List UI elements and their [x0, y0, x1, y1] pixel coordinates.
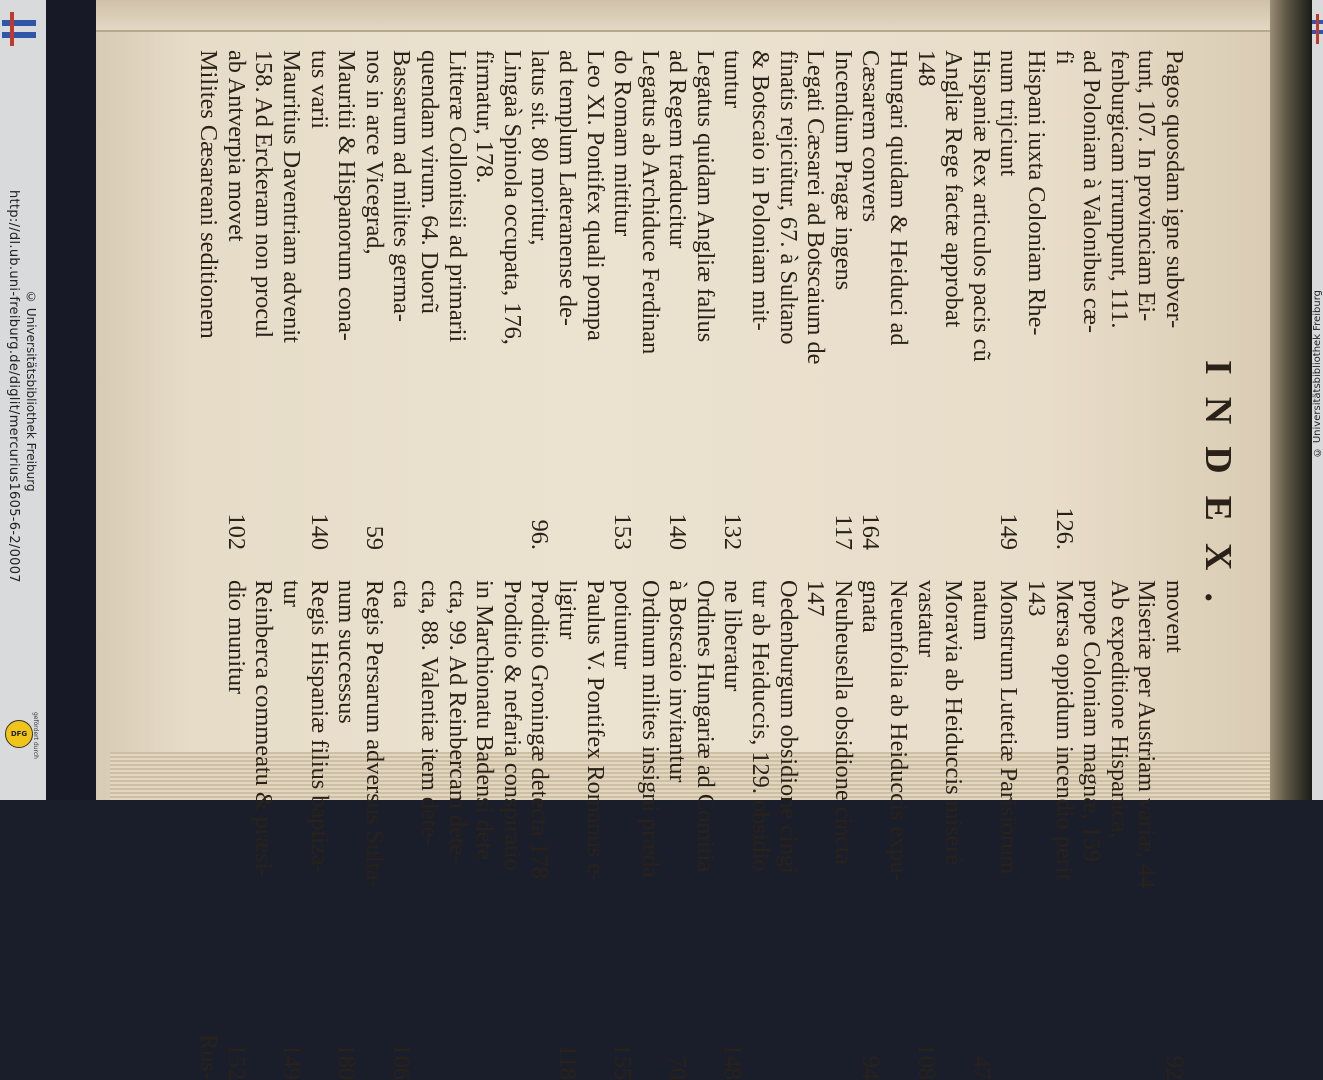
index-entry: [443, 50, 471, 550]
entry-text: & Botscaio in Poloniam mit-: [747, 50, 775, 331]
index-entry: [884, 50, 912, 550]
index-entry: [884, 580, 912, 1080]
entry-text: vastatur: [912, 580, 940, 657]
entry-text: Ordinum milites insigni præda: [636, 580, 664, 878]
index-entry: [1078, 50, 1106, 550]
entry-text: 158. Ad Erckeram non procul: [250, 50, 278, 339]
entry-text: potiuntur: [609, 580, 637, 670]
entry-page-number: [636, 510, 664, 550]
entry-text: Oedenburgum obsidione cingi: [774, 580, 802, 874]
index-entry: [719, 50, 747, 550]
index-entry: [415, 50, 443, 550]
entry-page-number: [1078, 1040, 1106, 1080]
entry-text: Hungari quidam & Heiduci ad: [885, 50, 913, 346]
entry-page-number: [333, 510, 361, 550]
entry-text: Miseriæ per Austriam variæ, 44: [1133, 580, 1161, 889]
index-entry: [664, 580, 692, 1080]
index-entry: [305, 50, 333, 550]
entry-page-number: [967, 510, 995, 550]
index-entry: [636, 50, 664, 550]
entry-page-number: [1105, 1040, 1133, 1080]
entry-text: fenburgicam irrumpunt, 111.: [1105, 50, 1133, 329]
entry-text: ne liberatur: [719, 580, 747, 692]
index-entry: [333, 50, 361, 550]
entry-page-number: [443, 1040, 471, 1080]
index-entry: [967, 580, 995, 1080]
index-entry: [636, 580, 664, 1080]
entry-page-number: [940, 1040, 968, 1080]
index-entry: [250, 50, 278, 550]
entry-page-number: [940, 510, 968, 550]
entry-page-number: 96.: [526, 519, 554, 550]
index-entry: [1022, 50, 1050, 550]
entry-text: Cæsarem convers: [857, 50, 885, 223]
entry-text: Angliæ Rege factæ approbat: [940, 50, 968, 328]
entry-page-number: [1160, 510, 1188, 550]
entry-page-number: 140: [305, 513, 333, 550]
entry-page-number: 106: [388, 1043, 416, 1080]
entry-page-number: [691, 510, 719, 550]
entry-page-number: [250, 510, 278, 550]
copyright-text: © Universitätsbibliothek Freiburg: [24, 290, 38, 492]
entry-text: num successus: [333, 580, 361, 724]
index-entry: [498, 50, 526, 550]
entry-text: ad Poloniam à Valonibus cæ-: [1078, 50, 1106, 333]
index-entry: [305, 580, 333, 1080]
entry-text: cta, 88. Valentiæ item dete-: [415, 580, 443, 846]
index-entry: [581, 580, 609, 1080]
index-entry: [857, 50, 885, 550]
entry-text: num trijciunt: [995, 50, 1023, 177]
entry-text: Lingaà Spinola occupata, 176,: [498, 50, 526, 345]
index-entry: [415, 580, 443, 1080]
entry-text: tur: [278, 580, 305, 607]
index-entry: [1105, 580, 1133, 1080]
index-entry: [1160, 580, 1188, 1080]
entry-text: Regis Persarum adversus Sulta-: [360, 580, 388, 889]
entry-page-number: [526, 1040, 554, 1080]
entry-page-number: [802, 510, 830, 550]
entry-page-number: [305, 1040, 333, 1080]
entry-text: 147: [802, 580, 830, 617]
index-entry: [719, 580, 747, 1080]
entry-text: firmatur, 178.: [471, 50, 499, 184]
entry-text: Litteræ Collonitsii ad primarii: [443, 50, 471, 343]
entry-text: cta, 99. Ad Reinbercam dete-: [443, 580, 471, 864]
index-entry: [443, 580, 471, 1080]
entry-page-number: [250, 1040, 278, 1080]
entry-text: prope Coloniam magnæ, 159: [1078, 580, 1106, 863]
index-entry: [609, 50, 637, 550]
entry-page-number: [884, 1040, 912, 1080]
index-entry: [995, 50, 1023, 550]
index-entry: [526, 50, 554, 550]
entry-page-number: 132: [719, 513, 747, 550]
index-entry: [1133, 580, 1161, 1080]
entry-page-number: 94: [857, 1055, 885, 1080]
entry-text: cta: [388, 580, 416, 609]
entry-page-number: [471, 510, 499, 550]
index-entry: [360, 50, 388, 550]
entry-page-number: 180: [333, 1043, 361, 1080]
entry-page-number: 70: [664, 1055, 692, 1080]
index-entry: [912, 50, 940, 550]
entry-text: natum: [967, 580, 995, 641]
index-entry: [526, 580, 554, 1080]
index-entry: [1133, 50, 1161, 550]
index-entry: [995, 580, 1023, 1080]
entry-text: latus sit. 80 moritur,: [526, 50, 554, 246]
index-column-left: [195, 50, 1188, 550]
entry-page-number: [1022, 1040, 1050, 1080]
index-entry: [664, 50, 692, 550]
flag-icon-right: [1312, 14, 1323, 44]
index-entry: [609, 580, 637, 1080]
entry-text: Proditio Groningæ detecta 178: [526, 580, 554, 879]
entry-text: movent: [1161, 580, 1188, 653]
index-entry: [829, 50, 857, 550]
entry-text: Proditio & nefaria conspiratio: [498, 580, 526, 871]
entry-page-number: [498, 1040, 526, 1080]
entry-page-number: [277, 510, 305, 550]
index-entry: [774, 50, 802, 550]
entry-page-number: 164: [857, 513, 885, 550]
index-entry: [774, 580, 802, 1080]
source-url[interactable]: http://dl.ub.uni-freiburg.de/diglit/mercurius1605-6-2/0007: [6, 190, 21, 583]
index-entry: [498, 580, 526, 1080]
entry-page-number: [1022, 510, 1050, 550]
entry-page-number: [581, 1040, 609, 1080]
index-entry: [195, 50, 223, 550]
entry-text: Legati Cæsarei ad Botscaium de: [802, 50, 830, 365]
index-entry: [388, 50, 416, 550]
entry-page-number: 148: [719, 1043, 747, 1080]
entry-text: Reinberca commeatu & præsi-: [250, 580, 278, 878]
entry-page-number: 140: [664, 513, 692, 550]
entry-page-number: [360, 1040, 388, 1080]
entry-text: Milites Cæsareani seditionem: [195, 50, 223, 339]
entry-page-number: [995, 1040, 1023, 1080]
entry-page-number: [774, 510, 802, 550]
index-entry: [277, 580, 305, 1080]
index-entry: [471, 580, 499, 1080]
entry-page-number: 152: [222, 1043, 250, 1080]
entry-text: Mauritius Daventriam advenit: [278, 50, 305, 343]
entry-page-number: [1078, 510, 1106, 550]
entry-text: Legatus quidam Angliæ fallus: [691, 50, 719, 343]
funder-label: gefördert durch: [32, 712, 39, 759]
entry-page-number: 149: [995, 513, 1023, 550]
entry-page-number: [553, 510, 581, 550]
entry-text: Neuheusella obsidione cincta: [829, 580, 857, 865]
entry-page-number: [636, 1040, 664, 1080]
index-entry: [1050, 50, 1078, 550]
entry-page-number: 59: [360, 525, 388, 550]
index-entry: [581, 50, 609, 550]
entry-text: gnata: [857, 580, 885, 633]
entry-text: Leo XI. Pontifex quali pompa: [581, 50, 609, 341]
entry-text: Neuenfolia ab Heiduccis expu-: [885, 580, 913, 882]
entry-page-number: [1105, 510, 1133, 550]
index-entry: [333, 580, 361, 1080]
entry-page-number: [443, 510, 471, 550]
index-entry: [222, 50, 250, 550]
index-entry: [802, 50, 830, 550]
entry-page-number: [1050, 1040, 1078, 1080]
index-entry: [1160, 50, 1188, 550]
entry-text: ad templum Lateranense de-: [553, 50, 581, 326]
entry-text: ligitur: [553, 580, 581, 640]
right-copyright: © Universitätsbibliothek Freiburg: [1312, 290, 1323, 458]
entry-page-number: [802, 1040, 830, 1080]
entry-page-number: [1133, 510, 1161, 550]
entry-text: tuntur: [719, 50, 747, 109]
entry-page-number: [912, 510, 940, 550]
index-entry: [747, 50, 775, 550]
index-entry: [471, 50, 499, 550]
entry-page-number: 47: [967, 1055, 995, 1080]
entry-text: ad Regem traducitur: [664, 50, 692, 249]
entry-text: Ab expeditione Hispanica,: [1105, 580, 1133, 839]
index-entry: [691, 580, 719, 1080]
index-text-block: [195, 50, 1240, 1080]
index-entry: [553, 580, 581, 1080]
index-entry: [360, 580, 388, 1080]
entry-page-number: [747, 1040, 775, 1080]
index-entry: [250, 580, 278, 1080]
entry-text: dio munitur: [222, 580, 250, 695]
entry-page-number: [691, 1040, 719, 1080]
entry-text: in Marchionatu Badensi dete: [471, 580, 499, 861]
entry-text: Bassarum ad milites germa-: [388, 50, 416, 322]
book-gutter: [1270, 0, 1312, 800]
entry-text: Regis Hispaniæ filius baptiza-: [305, 580, 333, 874]
funder-logo: DFG: [5, 720, 33, 748]
entry-text: Pagos quosdam igne subver-: [1161, 50, 1188, 329]
entry-text: 143: [1023, 580, 1051, 617]
index-entry: [691, 50, 719, 550]
index-entry: [1022, 580, 1050, 1080]
entry-text: tunt, 107. In provinciam Ei-: [1133, 50, 1161, 322]
entry-text: Moravia ab Heiduccis miserè: [940, 580, 968, 866]
viewer-left-strip: [0, 0, 46, 800]
index-entry: [195, 580, 223, 1080]
entry-page-number: [1133, 1040, 1161, 1080]
index-entry: [1105, 50, 1133, 550]
entry-text: ab Antverpia movet: [222, 50, 250, 242]
entry-text: tus varii: [305, 50, 333, 129]
page-edge-top: [96, 0, 1280, 32]
index-heading: INDEX.: [1197, 360, 1239, 624]
entry-page-number: [388, 510, 416, 550]
entry-page-number: 117: [829, 514, 857, 550]
entry-page-number: 149: [278, 1043, 305, 1080]
entry-page-number: [195, 510, 223, 550]
entry-text: Hispani iuxta Coloniam Rhe-: [1023, 50, 1051, 336]
index-entry: [222, 580, 250, 1080]
entry-page-number: 102: [222, 513, 250, 550]
entry-page-number: 92: [1161, 1055, 1188, 1080]
entry-page-number: [884, 510, 912, 550]
entry-text: Incendium Pragæ ingens: [829, 50, 857, 291]
entry-page-number: 155: [609, 1043, 637, 1080]
index-entry: [747, 580, 775, 1080]
entry-text: Ordines Hungariæ ad Comitia: [691, 580, 719, 873]
entry-page-number: 153: [609, 513, 637, 550]
entry-page-number: [415, 510, 443, 550]
entry-page-number: [829, 1040, 857, 1080]
index-entry: [829, 580, 857, 1080]
index-entry: [940, 580, 968, 1080]
entry-text: fi: [1050, 50, 1078, 65]
index-entry: [967, 50, 995, 550]
entry-text: 148: [912, 50, 940, 87]
entry-page-number: [471, 1040, 499, 1080]
entry-text: Mauritii & Hispanorum cona-: [333, 50, 361, 341]
entry-text: quendam virum. 64. Duorũ: [415, 50, 443, 314]
index-entry: [553, 50, 581, 550]
index-entry: [802, 580, 830, 1080]
index-entry: [388, 580, 416, 1080]
entry-text: Legatus ab Archiduce Ferdinan: [636, 50, 664, 355]
index-entry: [277, 50, 305, 550]
index-entry: [912, 580, 940, 1080]
index-entry: [1050, 580, 1078, 1080]
entry-page-number: 118: [553, 1044, 581, 1080]
index-entry: [1078, 580, 1106, 1080]
viewer-right-strip: [1312, 0, 1323, 800]
entry-text: Mœrsa oppidum incendio perit: [1050, 580, 1078, 881]
entry-text: finatis rejiciũtur, 67. à Sultano: [774, 50, 802, 345]
entry-text: à Botscaio invitantur: [664, 580, 692, 783]
entry-text: Monstrum Lutetiæ Parisiorum: [995, 580, 1023, 875]
entry-page-number: [747, 510, 775, 550]
flag-icon: [2, 12, 36, 46]
index-entry: [857, 580, 885, 1080]
index-column-right: [195, 580, 1188, 1080]
entry-page-number: [581, 510, 609, 550]
entry-text: do Romam mittitur: [609, 50, 637, 237]
entry-page-number: [415, 1040, 443, 1080]
entry-page-number: 108: [912, 1043, 940, 1080]
entry-text: Hispaniæ Rex articulos pacis cũ: [967, 50, 995, 362]
entry-page-number: Rus-: [195, 1034, 223, 1080]
entry-text: tur ab Heiduccis, 129. obsidio: [747, 580, 775, 872]
entry-text: nos in arce Vicegrad,: [360, 50, 388, 255]
entry-text: Paulus V. Pontifex Romanus e-: [581, 580, 609, 883]
entry-page-number: 126.: [1050, 507, 1078, 550]
entry-page-number: [774, 1040, 802, 1080]
index-entry: [940, 50, 968, 550]
entry-page-number: [498, 510, 526, 550]
